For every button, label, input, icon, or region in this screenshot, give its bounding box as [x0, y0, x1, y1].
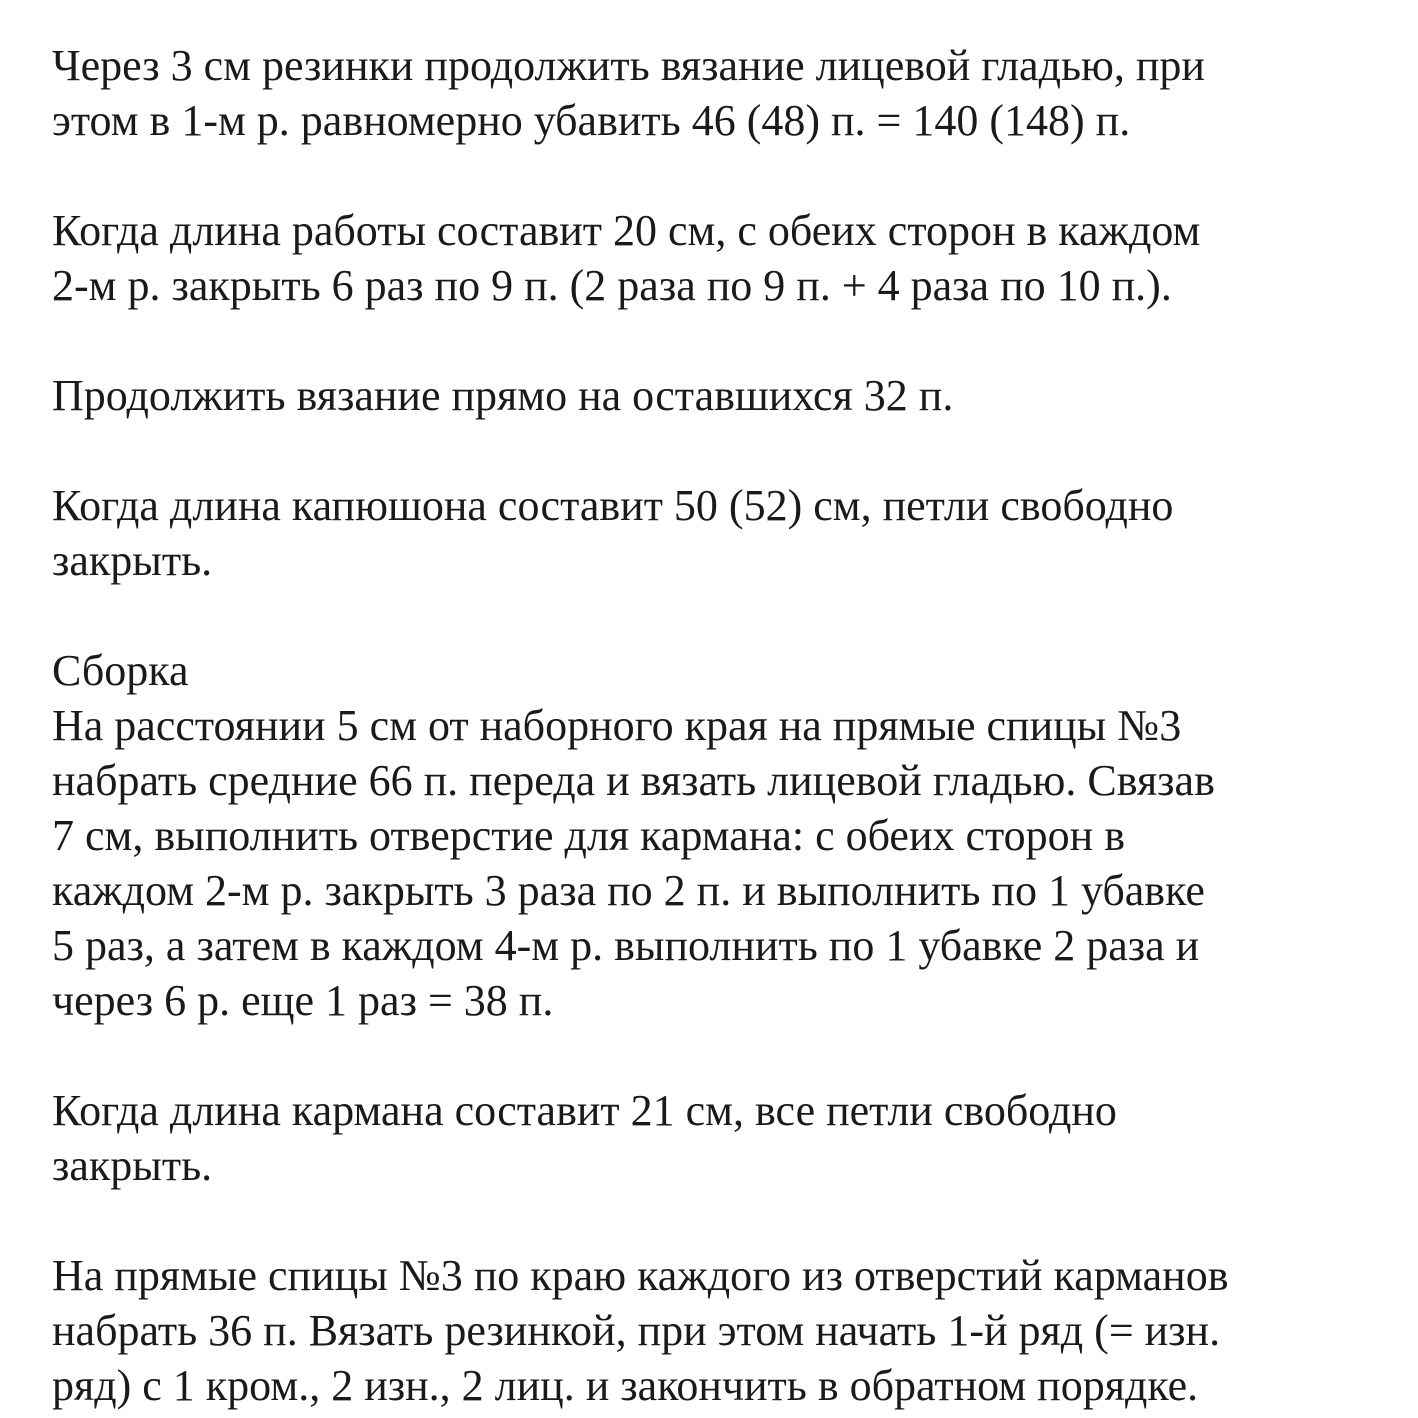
paragraph-continue-straight — [52, 368, 1394, 423]
paragraph-pocket-length — [52, 1083, 1394, 1193]
text-line: ряд) с 1 кром., 2 изн., 2 лиц. и закончить в обратном порядке. — [52, 1361, 1199, 1410]
text-line: каждом 2-м р. закрыть 3 раза по 2 п. и выполнить по 1 убавке — [52, 866, 1205, 915]
text-line: этом в 1-м р. равномерно убавить 46 (48) п. = 140 (148) п. — [52, 96, 1131, 145]
text-line: закрыть. — [52, 1141, 213, 1190]
paragraph-bind-off-sides — [52, 203, 1394, 313]
text-line: 2-м р. закрыть 6 раз по 9 п. (2 раза по 9 п. + 4 раза по 10 п.). — [52, 261, 1172, 310]
text-line: Когда длина работы составит 20 см, с обеих сторон в каждом — [52, 206, 1201, 255]
paragraph-stockinette-decrease — [52, 38, 1394, 148]
text-line: На прямые спицы №3 по краю каждого из отверстий карманов — [52, 1251, 1229, 1300]
section-title: Сборка — [52, 646, 189, 695]
text-line: 7 см, выполнить отверстие для кармана: с обеих сторон в — [52, 811, 1125, 860]
text-line: 5 раз, а затем в каждом 4-м р. выполнить по 1 убавке 2 раза и — [52, 921, 1200, 970]
text-line: закрыть. — [52, 536, 213, 585]
text-line: Через 3 см резинки продолжить вязание лицевой гладью, при — [52, 41, 1205, 90]
text-line: через 6 р. еще 1 раз = 38 п. — [52, 976, 554, 1025]
section-assembly — [52, 643, 1394, 1028]
paragraph-pocket-ribbing — [52, 1248, 1394, 1413]
text-line: Когда длина капюшона составит 50 (52) см, петли свободно — [52, 481, 1174, 530]
text-line: Когда длина кармана составит 21 см, все петли свободно — [52, 1086, 1117, 1135]
text-line: На расстоянии 5 см от наборного края на прямые спицы №3 — [52, 701, 1182, 750]
text-line: набрать средние 66 п. переда и вязать лицевой гладью. Связав — [52, 756, 1215, 805]
paragraph-hood-length — [52, 478, 1394, 588]
text-line: набрать 36 п. Вязать резинкой, при этом начать 1-й ряд (= изн. — [52, 1306, 1221, 1355]
text-line: Продолжить вязание прямо на оставшихся 32 п. — [52, 371, 954, 420]
